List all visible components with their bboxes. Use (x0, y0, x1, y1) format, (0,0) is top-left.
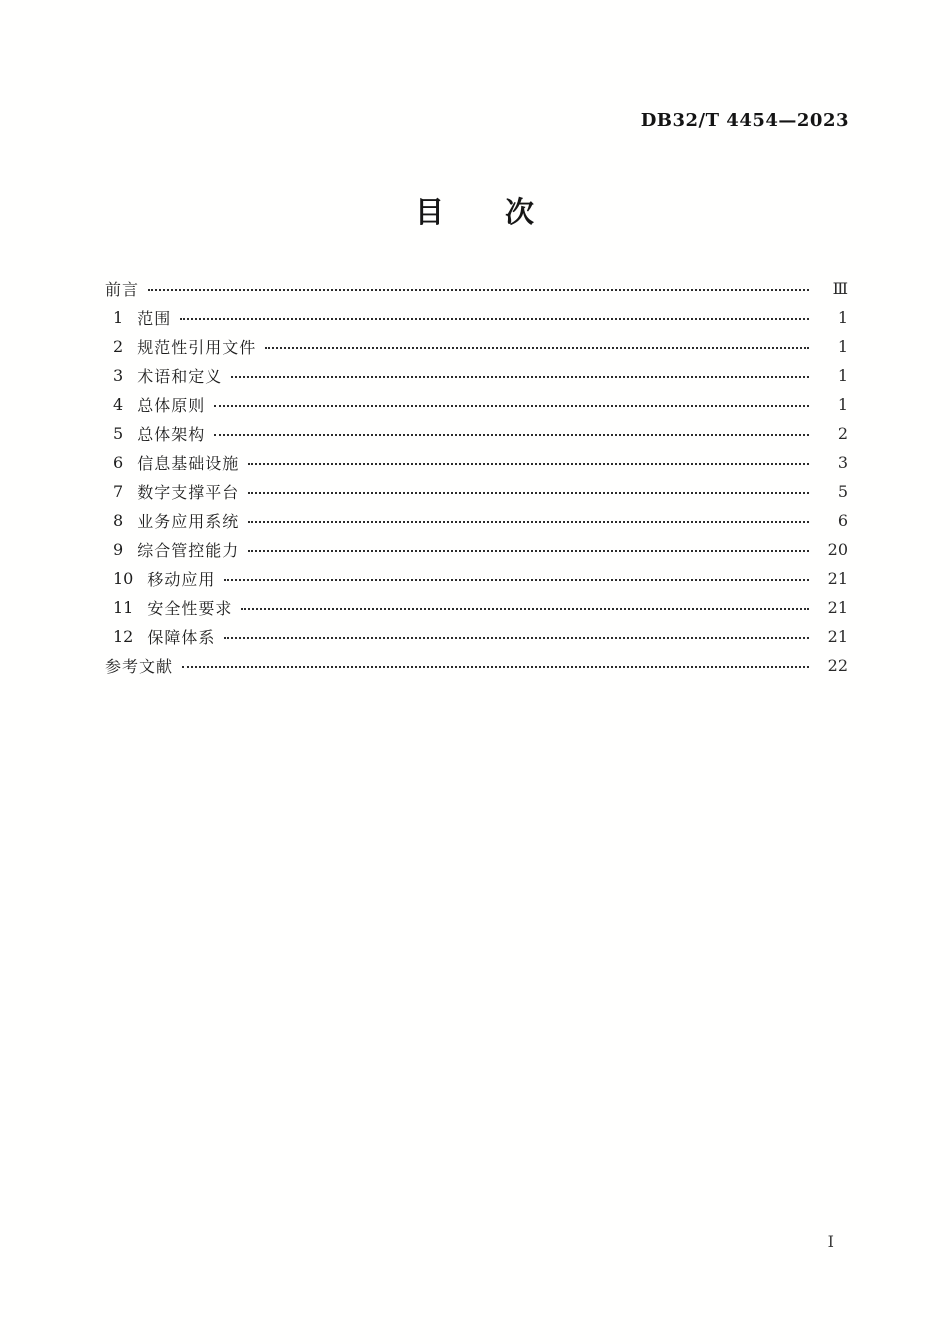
toc-entry-page: 1 (837, 308, 848, 327)
toc-entry-number: 9 (113, 540, 124, 559)
toc-entry-label: 综合管控能力 (137, 541, 240, 560)
toc-entry-label: 移动应用 (147, 570, 216, 589)
toc-entry-number: 4 (113, 395, 124, 414)
toc-entry-number: 1 (113, 308, 124, 327)
toc-entry-label: 安全性要求 (147, 599, 233, 618)
toc-entry-page: 22 (827, 656, 848, 675)
toc-entry-page: 2 (837, 424, 848, 443)
toc-entry (105, 361, 848, 390)
toc-entry-label: 业务应用系统 (137, 512, 240, 531)
toc-entry-page: 21 (827, 569, 848, 588)
toc-entry (105, 477, 848, 506)
toc-entry-page: 1 (837, 337, 848, 356)
toc-entry-number: 8 (113, 511, 124, 530)
toc-entry-number: 5 (113, 424, 124, 443)
toc-entry (105, 303, 848, 332)
toc-entry-page: 21 (827, 598, 848, 617)
dot-leader (248, 492, 809, 494)
toc-entry-page: 3 (837, 453, 848, 472)
toc-entry-label: 总体原则 (137, 396, 206, 415)
toc-entry-label: 参考文献 (105, 657, 174, 676)
toc-entry-number: 6 (113, 453, 124, 472)
toc-entry (105, 535, 848, 564)
toc-entry (105, 622, 848, 651)
toc-entry-page: 21 (827, 627, 848, 646)
footer-page-number: Ⅰ (827, 1232, 834, 1251)
toc-entry (105, 506, 848, 535)
dot-leader (248, 463, 809, 465)
dot-leader (265, 347, 809, 349)
dot-leader (224, 637, 809, 639)
toc-entry (105, 564, 848, 593)
toc-entry-page: Ⅲ (832, 279, 848, 298)
page-title: 目 次 (414, 195, 535, 229)
toc-list (105, 274, 848, 680)
toc-entry-number: 7 (113, 482, 124, 501)
dot-leader (231, 376, 809, 378)
toc-entry-page: 5 (837, 482, 848, 501)
dot-leader (224, 579, 809, 581)
toc-entry (105, 448, 848, 477)
dot-leader (180, 318, 809, 320)
toc-entry-number: 3 (113, 366, 124, 385)
toc-entry-page: 1 (837, 366, 848, 385)
toc-entry-label: 总体架构 (137, 425, 206, 444)
standard-number-header: DB32/T 4454—2023 (640, 110, 849, 131)
toc-entry-label: 前言 (105, 280, 140, 299)
toc-entry (105, 651, 848, 680)
toc-entry-number: 11 (113, 598, 134, 617)
dot-leader (214, 405, 809, 407)
toc-entry-label: 数字支撑平台 (137, 483, 240, 502)
toc-entry-page: 6 (837, 511, 848, 530)
toc-entry-label: 规范性引用文件 (137, 338, 257, 357)
dot-leader (214, 434, 809, 436)
dot-leader (182, 666, 809, 668)
dot-leader (248, 550, 809, 552)
toc-entry-label: 范围 (137, 309, 172, 328)
toc-entry (105, 419, 848, 448)
toc-entry-number: 2 (113, 337, 124, 356)
dot-leader (241, 608, 809, 610)
toc-entry-label: 术语和定义 (137, 367, 223, 386)
toc-entry-page: 20 (827, 540, 848, 559)
toc-entry-label: 信息基础设施 (137, 454, 240, 473)
toc-entry-label: 保障体系 (147, 628, 216, 647)
toc-entry (105, 274, 848, 303)
toc-entry (105, 390, 848, 419)
dot-leader (148, 289, 809, 291)
toc-entry-number: 10 (113, 569, 134, 588)
dot-leader (248, 521, 809, 523)
toc-entry (105, 332, 848, 361)
toc-entry-page: 1 (837, 395, 848, 414)
toc-entry (105, 593, 848, 622)
toc-entry-number: 12 (113, 627, 134, 646)
